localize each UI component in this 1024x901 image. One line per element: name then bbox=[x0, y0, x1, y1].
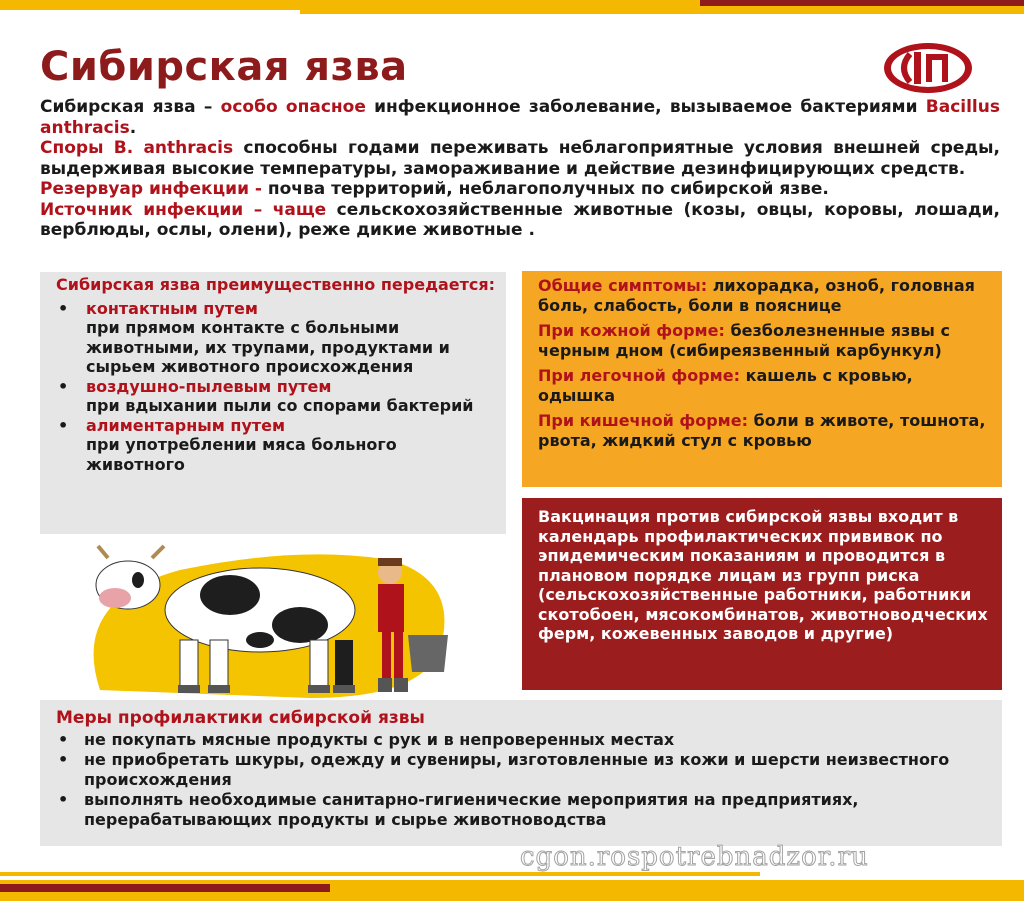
way-name: • алиментарным путем bbox=[86, 415, 286, 435]
intro-source: Источник инфекции – чаще сельскохозяйственные животные (козы, овцы, коровы, лошади, верблюды, ослы, олени), реже дикие животные . bbox=[40, 199, 1000, 240]
symptoms-box bbox=[522, 271, 1002, 487]
way-name: • воздушно-пылевым путем bbox=[86, 376, 332, 396]
transmission-header: Сибирская язва преимущественно передается: bbox=[56, 275, 496, 294]
page-title: Сибирская язва bbox=[40, 44, 408, 90]
way-name: • контактным путем bbox=[86, 298, 258, 318]
symptom-intestinal: При кишечной форме: боли в животе, тошнота, рвота, жидкий стул с кровью bbox=[538, 411, 986, 450]
way-desc: при вдыхании пыли со спорами бактерий bbox=[86, 396, 474, 415]
top-stripe-thin bbox=[300, 10, 1024, 14]
symptom-general: Общие симптомы: лихорадка, озноб, головная боль, слабость, боли в пояснице bbox=[538, 276, 975, 315]
list-item: • выполнять необходимые санитарно-гигиенические мероприятия на предприятиях, перерабатывающих продукты и сырье животноводства bbox=[56, 790, 986, 830]
intro-reservoir: Резервуар инфекции - почва территорий, неблагополучных по сибирской язве. bbox=[40, 179, 829, 199]
intro-spores: Споры B. anthracis способны годами переживать неблагоприятные условия внешней среды, выдерживая высокие температуры, замораживание и действие дезинфицирующих средств. bbox=[40, 138, 1000, 179]
bottom-stripe-thin bbox=[0, 872, 760, 876]
prevention-header: Меры профилактики сибирской язвы bbox=[56, 708, 425, 728]
transmission-box bbox=[40, 272, 506, 534]
vaccination-text: Вакцинация против сибирской язвы входит в календарь профилактических прививок по эпидемическим показаниям и проводится в плановом порядке лицам из групп риска (сельскохозяйственные работники, работники скотобоен, мясокомбинатов, животноводческих ферм, кожевенных заводов и другие) bbox=[538, 507, 988, 643]
cow-farmer-illustration-icon bbox=[60, 540, 480, 700]
watermark: cgon.rospotrebnadzor.ru bbox=[520, 842, 869, 872]
symptom-lung: При легочной форме: кашель с кровью, одышка bbox=[538, 366, 913, 405]
bottom-stripe-red bbox=[0, 884, 330, 892]
vaccination-box bbox=[522, 498, 1002, 690]
top-stripe-red bbox=[700, 0, 1024, 6]
rospotrebnadzor-logo-icon bbox=[880, 40, 976, 96]
intro-text bbox=[40, 97, 1000, 241]
intro-definition: Сибирская язва – особо опасное инфекционное заболевание, вызываемое бактериями Bacillus anthracis. bbox=[40, 97, 1000, 138]
way-desc: при прямом контакте с больными животными, их трупами, продуктами и сырьем животного происхождения bbox=[86, 318, 450, 376]
list-item: • не приобретать шкуры, одежду и сувениры, изготовленные из кожи и шерсти неизвестного происхождения bbox=[56, 750, 986, 790]
list-item: • не покупать мясные продукты с рук и в непроверенных местах bbox=[56, 730, 986, 750]
list-item bbox=[56, 377, 496, 416]
symptom-skin: При кожной форме: безболезненные язвы с черным дном (сибиреязвенный карбункул) bbox=[538, 321, 950, 360]
list-item bbox=[56, 299, 496, 377]
prevention-box bbox=[40, 700, 1002, 846]
way-desc: при употреблении мяса больного животного bbox=[86, 435, 397, 474]
list-item bbox=[56, 416, 496, 475]
